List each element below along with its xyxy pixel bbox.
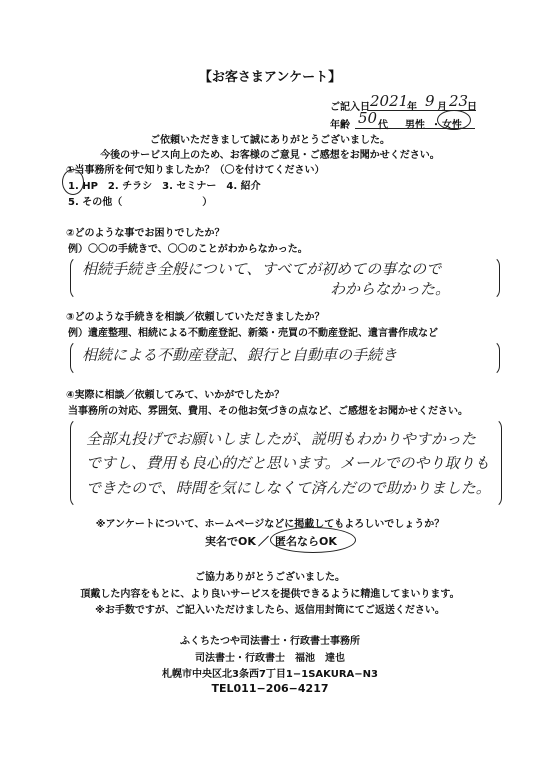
form-title: 【お客さまアンケート】	[198, 70, 342, 85]
female-selected-circle	[437, 110, 471, 130]
q3-example: 例）遺産整理、相続による不動産登記、新築・売買の不動産登記、遺言書作成など	[68, 328, 438, 339]
gender-dot: ・	[431, 120, 441, 131]
q1-options-line1: 1. HP 2. チラシ 3. セミナー 4. 紹介	[68, 181, 261, 192]
q1-options-line2: 5. その他（ ）	[68, 197, 213, 208]
gender-male: 男性	[405, 120, 425, 131]
q1-selected-circle	[62, 169, 84, 195]
q4-answer-line3: できたので、時間を気にしなくて済んだので助かりました。	[86, 479, 491, 497]
age-suffix: 代	[378, 120, 388, 131]
date-month: 9	[425, 92, 435, 110]
age-underline	[355, 128, 475, 129]
consent-anonymous: 匿名ならOK	[275, 535, 337, 548]
intro-line1: ご依頼いただきまして誠にありがとうございました。	[150, 135, 390, 146]
date-day: 23	[449, 92, 469, 110]
month-label: 月	[437, 102, 447, 113]
q4-answer-line2: ですし、費用も良心的だと思います。メールでのやり取りも	[86, 454, 490, 472]
q2-answer-line1: 相続手続き全般について、すべてが初めての事なので	[82, 260, 442, 278]
age-value: 50	[358, 109, 378, 127]
q1-question: ①当事務所を何で知りましたか？（〇を付けてください）	[66, 165, 325, 176]
q2-example: 例）〇〇の手続きで、〇〇のことがわからなかった。	[68, 244, 308, 255]
consent-question: ※アンケートについて、ホームページなどに掲載してもよろしいでしょうか？	[95, 519, 445, 530]
intro-line2: 今後のサービス向上のため、お客様のご意見・ご感想をお聞かせください。	[100, 150, 440, 161]
q4-prompt: 当事務所の対応、雰囲気、費用、その他お気づきの点など、ご感想をお聞かせください。	[68, 406, 468, 417]
q3-answer: 相続による不動産登記、銀行と自動車の手続き	[82, 346, 398, 364]
q4-question: ④実際に相談／依頼してみて、いかがでしたか？	[66, 390, 285, 401]
consent-selected-circle	[270, 527, 356, 553]
office-address: 札幌市中央区北3条西7丁目1−1SAKURA−N3	[162, 669, 378, 680]
year-label: 年	[407, 102, 417, 113]
q4-answer-line1: 全部丸投げでお願いしましたが、説明もわかりやすかった	[86, 430, 477, 448]
date-year: 2021	[370, 92, 409, 110]
date-label: ご記入日	[330, 102, 370, 113]
age-label: 年齢	[330, 120, 350, 131]
office-title: 司法書士・行政書士 福池 達也	[195, 653, 345, 664]
gender-female: 女性	[442, 120, 462, 131]
office-tel: TEL011−206−4217	[211, 682, 329, 695]
office-name: ふくちたつや司法書士・行政書士事務所	[180, 636, 360, 647]
closing-thanks: ご協力ありがとうございました。	[195, 572, 345, 583]
day-label: 日	[467, 102, 477, 113]
q3-question: ③どのような手続きを相談／依頼していただきましたか？	[66, 312, 325, 323]
closing-line2: ※お手数ですが、ご記入いただけましたら、返信用封筒にてご返送ください。	[95, 605, 445, 616]
q2-answer-line2: わからなかった。	[330, 280, 451, 298]
closing-line1: 頂戴した内容をもとに、より良いサービスを提供できるように精進してまいります。	[80, 589, 460, 600]
consent-real-name: 実名でOK	[205, 535, 256, 548]
q2-question: ②どのような事でお困りでしたか？	[66, 228, 225, 239]
consent-slash: ／	[258, 535, 269, 548]
